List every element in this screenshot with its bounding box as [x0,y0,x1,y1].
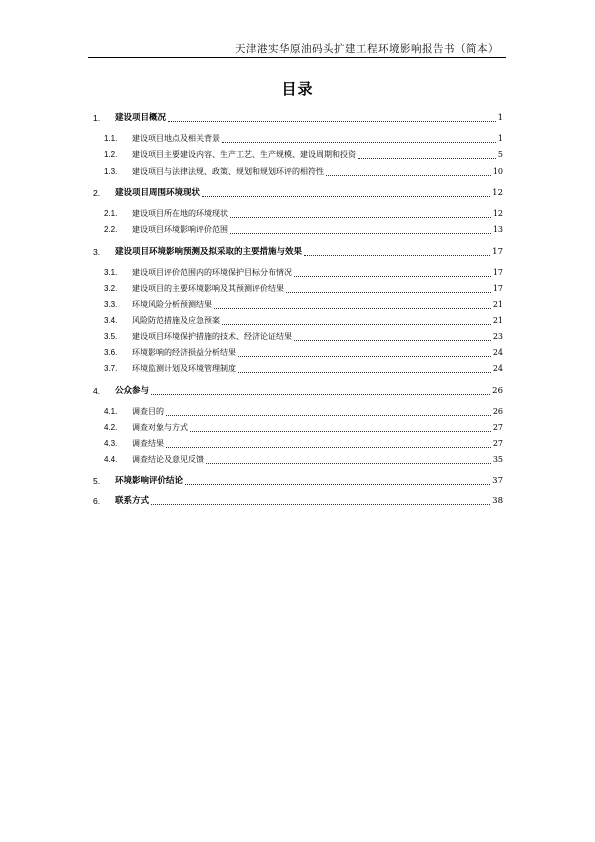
toc-section-entry[interactable] [104,437,503,451]
dot-leader [326,174,491,176]
toc-section-entry[interactable] [104,421,503,435]
dot-leader [222,141,496,143]
toc-entry-number: 3.4. [104,316,118,325]
toc-entry-title: 调查结果 [132,439,164,448]
toc-section-entry[interactable] [104,223,503,237]
toc-chapter-entry[interactable] [93,111,503,125]
toc-entry-title: 环境影响的经济损益分析结果 [132,348,236,357]
toc-chapter-entry[interactable] [93,186,503,200]
toc-entry-page: 26 [492,407,503,416]
toc-entry-title: 建设项目主要建设内容、生产工艺、生产规模、建设周期和投资 [132,150,356,159]
toc-section-entry[interactable] [104,405,503,419]
dot-leader [304,254,490,256]
toc-entry-title: 建设项目环境保护措施的技术、经济论证结果 [132,332,292,341]
toc-entry-page: 24 [492,364,503,373]
toc-section-entry[interactable] [104,330,503,344]
dot-leader [294,275,491,277]
toc-entry-page: 27 [492,439,503,448]
toc-entry-number: 4.4. [104,455,118,464]
toc-section-entry[interactable] [104,282,503,296]
toc-section-entry[interactable] [104,148,503,162]
toc-chapter-entry[interactable] [93,384,503,398]
toc-chapter-entry[interactable] [93,245,503,259]
toc-entry-page: 1 [497,134,503,143]
dot-leader [190,430,491,432]
toc-entry-title: 风险防范措施及应急预案 [132,316,220,325]
toc-section-entry[interactable] [104,453,503,467]
toc-entry-title: 建设项目概况 [115,113,167,123]
dot-leader [230,232,491,234]
toc-entry-number: 1.1. [104,134,118,143]
toc-entry-number: 4.2. [104,423,118,432]
dot-leader [294,339,491,341]
toc-entry-page: 21 [492,300,503,309]
toc-section-entry[interactable] [104,165,503,179]
toc-entry-page: 17 [492,268,503,277]
toc-entry-number: 5. [93,476,101,486]
toc-entry-title: 建设项目评价范围内的环境保护目标分布情况 [132,268,292,277]
toc-entry-number: 3. [93,247,101,257]
toc-chapter-entry[interactable] [93,474,503,488]
toc-entry-page: 37 [492,476,503,486]
toc-entry-title: 环境影响评价结论 [115,476,184,486]
toc-chapter-entry[interactable] [93,494,503,508]
toc-entry-number: 2. [93,188,101,198]
toc-entry-page: 12 [492,209,503,218]
dot-leader [166,446,491,448]
toc-entry-title: 建设项目环境影响评价范围 [132,225,228,234]
toc-section-entry[interactable] [104,298,503,312]
header-divider [88,57,506,58]
toc-section-entry[interactable] [104,346,503,360]
dot-leader [238,371,491,373]
toc-heading: 目录 [281,80,314,98]
toc-entry-page: 10 [492,167,503,176]
dot-leader [202,195,490,197]
toc-entry-title: 建设项目环境影响预测及拟采取的主要措施与效果 [115,247,303,257]
dot-leader [185,483,490,485]
toc-section-entry[interactable] [104,266,503,280]
toc-entry-page: 27 [492,423,503,432]
toc-section-entry[interactable] [104,314,503,328]
toc-entry-page: 38 [492,496,503,506]
toc-section-entry[interactable] [104,207,503,221]
toc-entry-number: 4.3. [104,439,118,448]
toc-entry-number: 1.2. [104,150,118,159]
toc-entry-title: 建设项目所在地的环境现状 [132,209,228,218]
dot-leader [206,462,491,464]
running-header-title: 天津港实华原油码头扩建工程环境影响报告书（简本） [235,43,499,55]
toc-entry-page: 13 [492,225,503,234]
dot-leader [222,323,491,325]
toc-entry-number: 3.6. [104,348,118,357]
dot-leader [286,291,491,293]
toc-entry-number: 3.7. [104,364,118,373]
toc-entry-page: 17 [492,284,503,293]
toc-entry-number: 1.3. [104,167,118,176]
toc-entry-page: 17 [492,247,503,257]
toc-entry-page: 1 [497,113,503,123]
toc-entry-page: 5 [497,150,503,159]
toc-entry-title: 环境风险分析预测结果 [132,300,212,309]
dot-leader [214,307,491,309]
toc-entry-title: 调查对象与方式 [132,423,188,432]
dot-leader [168,120,496,122]
toc-entry-page: 24 [492,348,503,357]
dot-leader [166,414,491,416]
toc-section-entry[interactable] [104,132,503,146]
toc-entry-title: 调查结论及意见反馈 [132,455,204,464]
toc-entry-number: 3.3. [104,300,118,309]
toc-entry-number: 4. [93,386,101,396]
toc-section-entry[interactable] [104,362,503,376]
toc-entry-number: 1. [93,113,101,123]
toc-entry-number: 2.2. [104,225,118,234]
toc-entry-title: 环境监测计划及环境管理制度 [132,364,236,373]
dot-leader [358,157,496,159]
dot-leader [151,503,490,505]
toc-entry-number: 3.2. [104,284,118,293]
toc-entry-page: 26 [492,386,503,396]
toc-entry-page: 21 [492,316,503,325]
toc-entry-number: 6. [93,496,101,506]
dot-leader [151,393,490,395]
toc-entry-page: 35 [492,455,503,464]
toc-entry-number: 3.5. [104,332,118,341]
toc-entry-title: 建设项目与法律法规、政策、规划和规划环评的相符性 [132,167,324,176]
toc-entry-page: 23 [492,332,503,341]
toc-entry-number: 2.1. [104,209,118,218]
toc-entry-number: 3.1. [104,268,118,277]
dot-leader [238,355,491,357]
dot-leader [230,216,491,218]
toc-entry-title: 联系方式 [115,496,150,506]
toc-entry-page: 12 [492,188,503,198]
toc-entry-title: 公众参与 [115,386,150,396]
toc-entry-title: 调查目的 [132,407,164,416]
toc-entry-title: 建设项目周围环境现状 [115,188,201,198]
toc-entry-title: 建设项目的主要环境影响及其预测评价结果 [132,284,284,293]
toc-entry-title: 建设项目地点及相关背景 [132,134,220,143]
toc-entry-number: 4.1. [104,407,118,416]
